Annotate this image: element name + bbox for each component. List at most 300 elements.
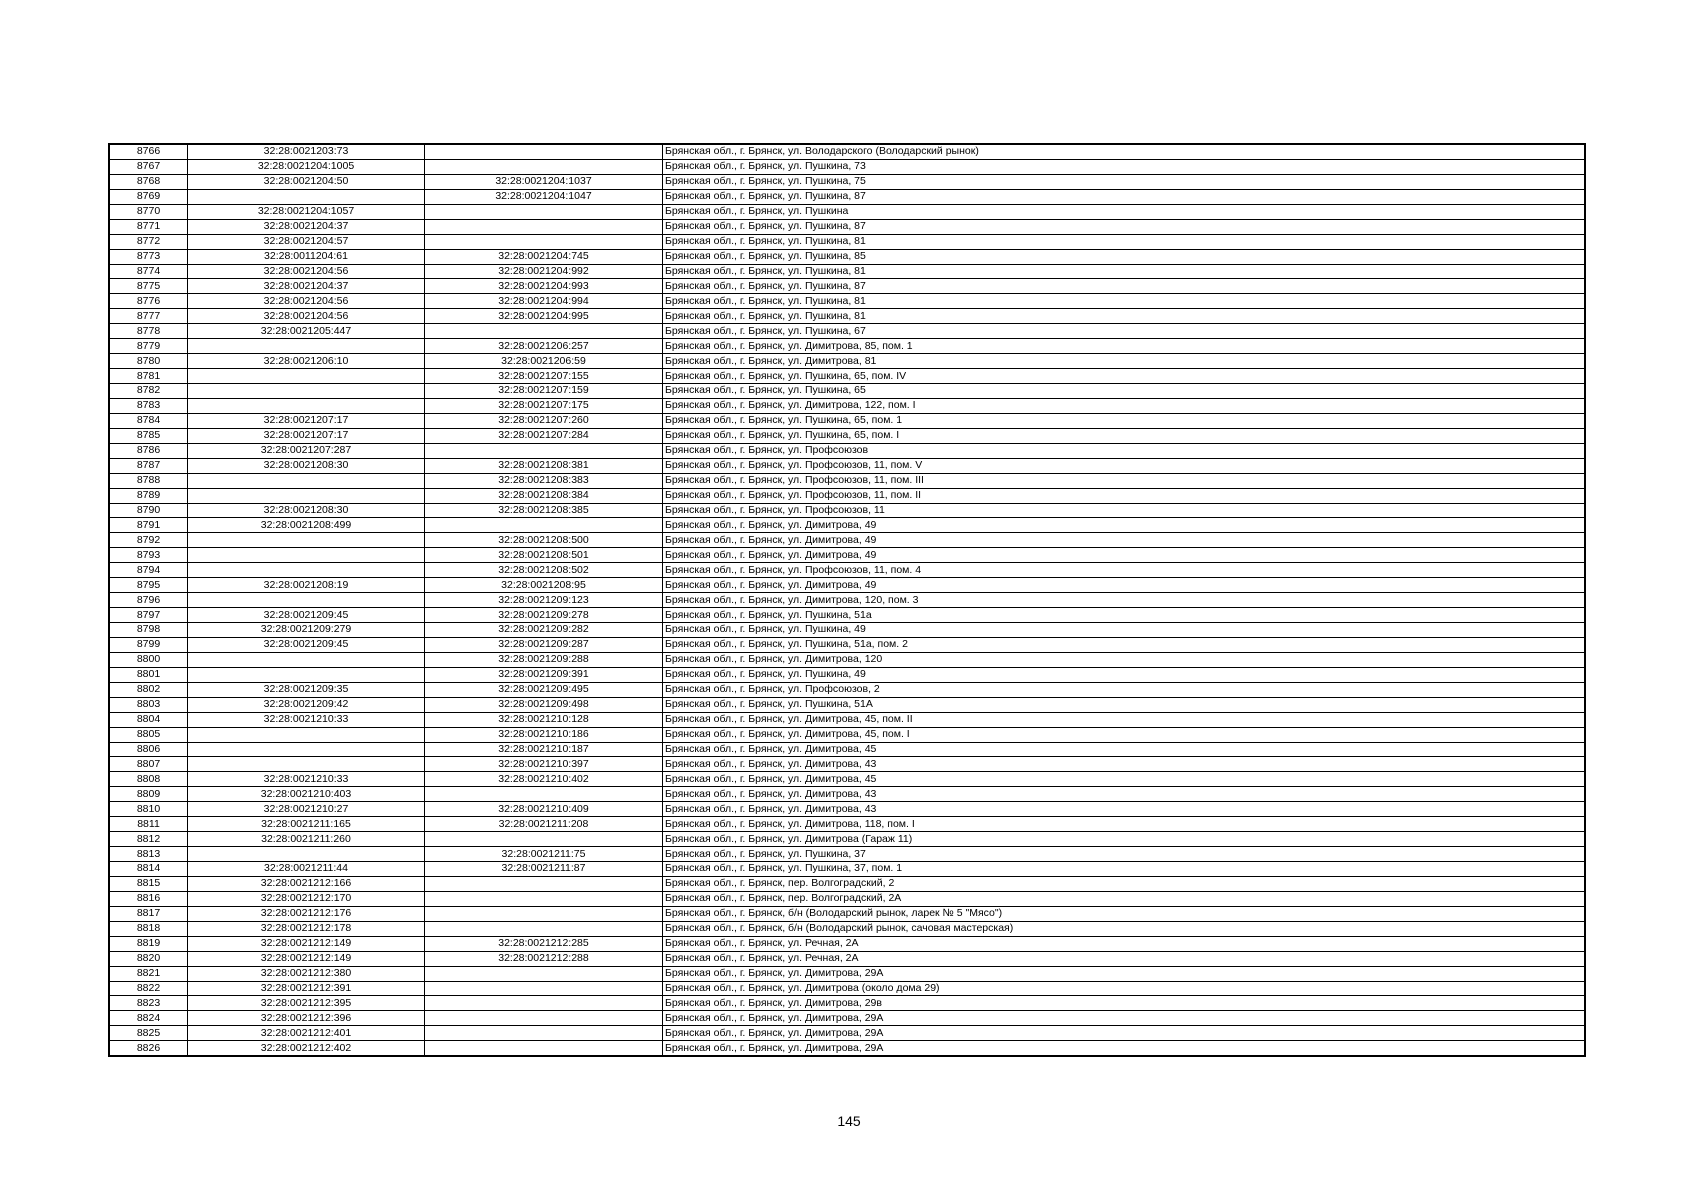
row-number-cell: 8804 (109, 712, 188, 727)
table-row (109, 981, 1585, 996)
table-row (109, 518, 1585, 533)
object-number-cell: 32:28:0021204:745 (425, 249, 663, 264)
row-number-cell: 8809 (109, 787, 188, 802)
table-row (109, 637, 1585, 652)
address-cell: Брянская обл., г. Брянск, ул. Димитрова, 49 (663, 533, 1586, 548)
address-cell: Брянская обл., г. Брянск, ул. Димитрова, 45 (663, 772, 1586, 787)
address-cell: Брянская обл., г. Брянск, ул. Профсоюзов, 11, пом. 4 (663, 563, 1586, 578)
table-row (109, 682, 1585, 697)
land-parcel-number-cell (188, 384, 425, 399)
object-number-cell (425, 1041, 663, 1056)
address-cell: Брянская обл., г. Брянск, ул. Димитрова, 85, пом. 1 (663, 339, 1586, 354)
object-number-cell: 32:28:0021209:282 (425, 623, 663, 638)
table-row (109, 847, 1585, 862)
table-row (109, 996, 1585, 1011)
object-number-cell: 32:28:0021207:260 (425, 413, 663, 428)
row-number-cell: 8775 (109, 279, 188, 294)
row-number-cell: 8769 (109, 189, 188, 204)
table-row (109, 428, 1585, 443)
object-number-cell: 32:28:0021207:159 (425, 384, 663, 399)
table-row (109, 488, 1585, 503)
land-parcel-number-cell: 32:28:0021212:149 (188, 951, 425, 966)
address-cell: Брянская обл., г. Брянск, ул. Димитрова, 45, пом. I (663, 727, 1586, 742)
land-parcel-number-cell (188, 757, 425, 772)
row-number-cell: 8825 (109, 1026, 188, 1041)
row-number-cell: 8772 (109, 234, 188, 249)
object-number-cell: 32:28:0021210:397 (425, 757, 663, 772)
table-row (109, 413, 1585, 428)
land-parcel-number-cell (188, 473, 425, 488)
land-parcel-number-cell (188, 727, 425, 742)
object-number-cell: 32:28:0021212:285 (425, 936, 663, 951)
land-parcel-number-cell (188, 488, 425, 503)
table-row (109, 757, 1585, 772)
object-number-cell (425, 787, 663, 802)
table-row (109, 503, 1585, 518)
row-number-cell: 8799 (109, 637, 188, 652)
land-parcel-number-cell: 32:28:0021212:395 (188, 996, 425, 1011)
row-number-cell: 8786 (109, 443, 188, 458)
row-number-cell: 8777 (109, 309, 188, 324)
table-row (109, 279, 1585, 294)
row-number-cell: 8782 (109, 384, 188, 399)
page-number: 145 (837, 1113, 861, 1129)
row-number-cell: 8818 (109, 921, 188, 936)
table-row (109, 623, 1585, 638)
land-parcel-number-cell: 32:28:0021204:1005 (188, 159, 425, 174)
object-number-cell (425, 1011, 663, 1026)
row-number-cell: 8796 (109, 593, 188, 608)
table-row (109, 1011, 1585, 1026)
table-row (109, 204, 1585, 219)
row-number-cell: 8783 (109, 398, 188, 413)
row-number-cell: 8811 (109, 817, 188, 832)
land-parcel-number-cell (188, 742, 425, 757)
land-parcel-number-cell: 32:28:0021208:30 (188, 458, 425, 473)
address-cell: Брянская обл., г. Брянск, ул. Димитрова, 29в (663, 996, 1586, 1011)
land-parcel-number-cell: 32:28:0021204:56 (188, 264, 425, 279)
row-number-cell: 8798 (109, 623, 188, 638)
address-cell: Брянская обл., г. Брянск, ул. Профсоюзов, 11, пом. II (663, 488, 1586, 503)
object-number-cell: 32:28:0021209:391 (425, 667, 663, 682)
object-number-cell: 32:28:0021210:187 (425, 742, 663, 757)
object-number-cell: 32:28:0021204:993 (425, 279, 663, 294)
land-parcel-number-cell (188, 369, 425, 384)
address-cell: Брянская обл., г. Брянск, ул. Пушкина, 51а (663, 608, 1586, 623)
object-number-cell: 32:28:0021208:501 (425, 548, 663, 563)
property-register-table (108, 143, 1586, 1057)
address-cell: Брянская обл., г. Брянск, ул. Пушкина, 81 (663, 309, 1586, 324)
table-row (109, 458, 1585, 473)
land-parcel-number-cell: 32:28:0021210:27 (188, 802, 425, 817)
address-cell: Брянская обл., г. Брянск, ул. Пушкина, 65, пом. I (663, 428, 1586, 443)
land-parcel-number-cell: 32:28:0021212:396 (188, 1011, 425, 1026)
row-number-cell: 8789 (109, 488, 188, 503)
row-number-cell: 8820 (109, 951, 188, 966)
object-number-cell: 32:28:0021209:278 (425, 608, 663, 623)
address-cell: Брянская обл., г. Брянск, б/н (Володарский рынок, ларек № 5 "Мясо") (663, 906, 1586, 921)
object-number-cell (425, 219, 663, 234)
address-cell: Брянская обл., г. Брянск, ул. Пушкина, 37 (663, 847, 1586, 862)
object-number-cell (425, 144, 663, 159)
object-number-cell: 32:28:0021208:500 (425, 533, 663, 548)
land-parcel-number-cell (188, 548, 425, 563)
land-parcel-number-cell: 32:28:0021212:166 (188, 876, 425, 891)
table-row (109, 324, 1585, 339)
object-number-cell (425, 832, 663, 847)
address-cell: Брянская обл., г. Брянск, пер. Волгоградский, 2 (663, 876, 1586, 891)
row-number-cell: 8790 (109, 503, 188, 518)
table-row (109, 384, 1585, 399)
address-cell: Брянская обл., г. Брянск, ул. Димитрова, 45, пом. II (663, 712, 1586, 727)
row-number-cell: 8787 (109, 458, 188, 473)
object-number-cell (425, 204, 663, 219)
table-row (109, 593, 1585, 608)
table-row (109, 936, 1585, 951)
row-number-cell: 8806 (109, 742, 188, 757)
table-row (109, 876, 1585, 891)
row-number-cell: 8813 (109, 847, 188, 862)
object-number-cell (425, 966, 663, 981)
row-number-cell: 8770 (109, 204, 188, 219)
table-row (109, 264, 1585, 279)
row-number-cell: 8812 (109, 832, 188, 847)
address-cell: Брянская обл., г. Брянск, ул. Пушкина, 51А (663, 697, 1586, 712)
row-number-cell: 8776 (109, 294, 188, 309)
address-cell: Брянская обл., г. Брянск, ул. Димитрова, 49 (663, 548, 1586, 563)
land-parcel-number-cell (188, 593, 425, 608)
address-cell: Брянская обл., г. Брянск, ул. Пушкина, 85 (663, 249, 1586, 264)
table-row (109, 697, 1585, 712)
land-parcel-number-cell: 32:28:0021212:402 (188, 1041, 425, 1056)
object-number-cell: 32:28:0021208:385 (425, 503, 663, 518)
table-row (109, 1041, 1585, 1056)
table-row (109, 219, 1585, 234)
address-cell: Брянская обл., г. Брянск, ул. Димитрова (Гараж 11) (663, 832, 1586, 847)
object-number-cell (425, 1026, 663, 1041)
row-number-cell: 8815 (109, 876, 188, 891)
table-row (109, 667, 1585, 682)
address-cell: Брянская обл., г. Брянск, ул. Профсоюзов, 2 (663, 682, 1586, 697)
land-parcel-number-cell (188, 533, 425, 548)
address-cell: Брянская обл., г. Брянск, ул. Димитрова, 118, пом. I (663, 817, 1586, 832)
land-parcel-number-cell: 32:28:0021208:19 (188, 578, 425, 593)
address-cell: Брянская обл., г. Брянск, ул. Профсоюзов, 11, пом. V (663, 458, 1586, 473)
address-cell: Брянская обл., г. Брянск, ул. Пушкина, 65 (663, 384, 1586, 399)
row-number-cell: 8774 (109, 264, 188, 279)
table-row (109, 906, 1585, 921)
land-parcel-number-cell: 32:28:0021204:37 (188, 279, 425, 294)
row-number-cell: 8826 (109, 1041, 188, 1056)
land-parcel-number-cell: 32:28:0021207:17 (188, 413, 425, 428)
land-parcel-number-cell: 32:28:0021204:57 (188, 234, 425, 249)
address-cell: Брянская обл., г. Брянск, ул. Пушкина, 49 (663, 623, 1586, 638)
address-cell: Брянская обл., г. Брянск, ул. Пушкина, 87 (663, 189, 1586, 204)
address-cell: Брянская обл., г. Брянск, ул. Пушкина, 65, пом. 1 (663, 413, 1586, 428)
address-cell: Брянская обл., г. Брянск, ул. Профсоюзов, 11 (663, 503, 1586, 518)
land-parcel-number-cell: 32:28:0021209:35 (188, 682, 425, 697)
land-parcel-number-cell: 32:28:0021210:33 (188, 712, 425, 727)
land-parcel-number-cell (188, 339, 425, 354)
table-row (109, 533, 1585, 548)
object-number-cell (425, 996, 663, 1011)
address-cell: Брянская обл., г. Брянск, ул. Профсоюзов (663, 443, 1586, 458)
address-cell: Брянская обл., г. Брянск, пер. Волгоградский, 2А (663, 891, 1586, 906)
address-cell: Брянская обл., г. Брянск, ул. Пушкина, 75 (663, 174, 1586, 189)
land-parcel-number-cell: 32:28:0021204:56 (188, 294, 425, 309)
land-parcel-number-cell: 32:28:0021205:447 (188, 324, 425, 339)
land-parcel-number-cell: 32:28:0021212:380 (188, 966, 425, 981)
address-cell: Брянская обл., г. Брянск, ул. Пушкина (663, 204, 1586, 219)
address-cell: Брянская обл., г. Брянск, ул. Речная, 2А (663, 951, 1586, 966)
address-cell: Брянская обл., г. Брянск, ул. Пушкина, 51а, пом. 2 (663, 637, 1586, 652)
land-parcel-number-cell: 32:28:0021204:1057 (188, 204, 425, 219)
land-parcel-number-cell: 32:28:0021204:37 (188, 219, 425, 234)
row-number-cell: 8784 (109, 413, 188, 428)
table-row (109, 249, 1585, 264)
table-row (109, 787, 1585, 802)
row-number-cell: 8785 (109, 428, 188, 443)
row-number-cell: 8823 (109, 996, 188, 1011)
table-row (109, 712, 1585, 727)
land-parcel-number-cell (188, 667, 425, 682)
register-table-body (109, 144, 1585, 1056)
address-cell: Брянская обл., г. Брянск, ул. Пушкина, 87 (663, 279, 1586, 294)
object-number-cell: 32:28:0021212:288 (425, 951, 663, 966)
table-row (109, 608, 1585, 623)
land-parcel-number-cell: 32:28:0021211:260 (188, 832, 425, 847)
address-cell: Брянская обл., г. Брянск, ул. Димитрова, 49 (663, 518, 1586, 533)
object-number-cell (425, 518, 663, 533)
row-number-cell: 8771 (109, 219, 188, 234)
table-row (109, 309, 1585, 324)
address-cell: Брянская обл., г. Брянск, ул. Профсоюзов, 11, пом. III (663, 473, 1586, 488)
table-row (109, 802, 1585, 817)
address-cell: Брянская обл., г. Брянск, ул. Пушкина, 81 (663, 294, 1586, 309)
object-number-cell: 32:28:0021210:128 (425, 712, 663, 727)
row-number-cell: 8824 (109, 1011, 188, 1026)
address-cell: Брянская обл., г. Брянск, ул. Пушкина, 81 (663, 234, 1586, 249)
row-number-cell: 8819 (109, 936, 188, 951)
object-number-cell (425, 324, 663, 339)
object-number-cell: 32:28:0021209:123 (425, 593, 663, 608)
address-cell: Брянская обл., г. Брянск, ул. Димитрова, 29А (663, 1026, 1586, 1041)
object-number-cell: 32:28:0021204:994 (425, 294, 663, 309)
land-parcel-number-cell: 32:28:0011204:61 (188, 249, 425, 264)
table-row (109, 189, 1585, 204)
row-number-cell: 8778 (109, 324, 188, 339)
land-parcel-number-cell: 32:28:0021208:499 (188, 518, 425, 533)
land-parcel-number-cell: 32:28:0021207:17 (188, 428, 425, 443)
land-parcel-number-cell: 32:28:0021210:33 (188, 772, 425, 787)
object-number-cell: 32:28:0021210:402 (425, 772, 663, 787)
row-number-cell: 8779 (109, 339, 188, 354)
row-number-cell: 8814 (109, 862, 188, 877)
address-cell: Брянская обл., г. Брянск, ул. Димитрова, 43 (663, 757, 1586, 772)
object-number-cell: 32:28:0021204:995 (425, 309, 663, 324)
address-cell: Брянская обл., г. Брянск, ул. Пушкина, 49 (663, 667, 1586, 682)
table-row (109, 891, 1585, 906)
table-row (109, 339, 1585, 354)
table-row (109, 563, 1585, 578)
row-number-cell: 8797 (109, 608, 188, 623)
object-number-cell: 32:28:0021209:287 (425, 637, 663, 652)
address-cell: Брянская обл., г. Брянск, ул. Пушкина, 87 (663, 219, 1586, 234)
land-parcel-number-cell: 32:28:0021212:401 (188, 1026, 425, 1041)
object-number-cell: 32:28:0021208:381 (425, 458, 663, 473)
address-cell: Брянская обл., г. Брянск, ул. Пушкина, 81 (663, 264, 1586, 279)
land-parcel-number-cell: 32:28:0021207:287 (188, 443, 425, 458)
row-number-cell: 8805 (109, 727, 188, 742)
table-row (109, 144, 1585, 159)
object-number-cell: 32:28:0021207:284 (425, 428, 663, 443)
row-number-cell: 8767 (109, 159, 188, 174)
address-cell: Брянская обл., г. Брянск, ул. Димитрова, 49 (663, 578, 1586, 593)
address-cell: Брянская обл., г. Брянск, ул. Димитрова, 29А (663, 1011, 1586, 1026)
object-number-cell: 32:28:0021210:409 (425, 802, 663, 817)
object-number-cell: 32:28:0021204:1047 (425, 189, 663, 204)
table-row (109, 174, 1585, 189)
row-number-cell: 8816 (109, 891, 188, 906)
land-parcel-number-cell (188, 398, 425, 413)
row-number-cell: 8792 (109, 533, 188, 548)
land-parcel-number-cell: 32:28:0021204:56 (188, 309, 425, 324)
object-number-cell: 32:28:0021204:992 (425, 264, 663, 279)
address-cell: Брянская обл., г. Брянск, ул. Димитрова, 29А (663, 1041, 1586, 1056)
land-parcel-number-cell: 32:28:0021204:50 (188, 174, 425, 189)
land-parcel-number-cell (188, 189, 425, 204)
land-parcel-number-cell: 32:28:0021212:176 (188, 906, 425, 921)
address-cell: Брянская обл., г. Брянск, ул. Димитрова, 122, пом. I (663, 398, 1586, 413)
table-row (109, 862, 1585, 877)
row-number-cell: 8800 (109, 652, 188, 667)
object-number-cell (425, 981, 663, 996)
address-cell: Брянская обл., г. Брянск, ул. Володарского (Володарский рынок) (663, 144, 1586, 159)
table-row (109, 159, 1585, 174)
object-number-cell: 32:28:0021208:95 (425, 578, 663, 593)
table-row (109, 921, 1585, 936)
land-parcel-number-cell: 32:28:0021206:10 (188, 354, 425, 369)
table-row (109, 398, 1585, 413)
object-number-cell: 32:28:0021208:502 (425, 563, 663, 578)
land-parcel-number-cell: 32:28:0021208:30 (188, 503, 425, 518)
object-number-cell: 32:28:0021211:75 (425, 847, 663, 862)
object-number-cell: 32:28:0021206:59 (425, 354, 663, 369)
land-parcel-number-cell: 32:28:0021209:45 (188, 637, 425, 652)
land-parcel-number-cell: 32:28:0021209:279 (188, 623, 425, 638)
object-number-cell: 32:28:0021211:208 (425, 817, 663, 832)
table-row (109, 951, 1585, 966)
object-number-cell: 32:28:0021206:257 (425, 339, 663, 354)
table-row (109, 578, 1585, 593)
land-parcel-number-cell: 32:28:0021212:178 (188, 921, 425, 936)
land-parcel-number-cell: 32:28:0021209:42 (188, 697, 425, 712)
address-cell: Брянская обл., г. Брянск, ул. Пушкина, 67 (663, 324, 1586, 339)
table-row (109, 473, 1585, 488)
table-row (109, 443, 1585, 458)
object-number-cell: 32:28:0021211:87 (425, 862, 663, 877)
land-parcel-number-cell: 32:28:0021212:149 (188, 936, 425, 951)
address-cell: Брянская обл., г. Брянск, ул. Пушкина, 37, пом. 1 (663, 862, 1586, 877)
land-parcel-number-cell: 32:28:0021212:391 (188, 981, 425, 996)
table-row (109, 832, 1585, 847)
address-cell: Брянская обл., г. Брянск, ул. Димитрова, 120, пом. 3 (663, 593, 1586, 608)
table-row (109, 772, 1585, 787)
row-number-cell: 8808 (109, 772, 188, 787)
object-number-cell: 32:28:0021204:1037 (425, 174, 663, 189)
address-cell: Брянская обл., г. Брянск, ул. Пушкина, 65, пом. IV (663, 369, 1586, 384)
table-row (109, 727, 1585, 742)
object-number-cell: 32:28:0021209:288 (425, 652, 663, 667)
row-number-cell: 8788 (109, 473, 188, 488)
land-parcel-number-cell (188, 847, 425, 862)
object-number-cell (425, 234, 663, 249)
object-number-cell: 32:28:0021209:495 (425, 682, 663, 697)
row-number-cell: 8780 (109, 354, 188, 369)
land-parcel-number-cell: 32:28:0021212:170 (188, 891, 425, 906)
row-number-cell: 8802 (109, 682, 188, 697)
table-row (109, 817, 1585, 832)
object-number-cell (425, 443, 663, 458)
row-number-cell: 8795 (109, 578, 188, 593)
row-number-cell: 8810 (109, 802, 188, 817)
row-number-cell: 8781 (109, 369, 188, 384)
row-number-cell: 8768 (109, 174, 188, 189)
row-number-cell: 8821 (109, 966, 188, 981)
table-row (109, 742, 1585, 757)
row-number-cell: 8773 (109, 249, 188, 264)
table-row (109, 234, 1585, 249)
row-number-cell: 8807 (109, 757, 188, 772)
object-number-cell: 32:28:0021207:175 (425, 398, 663, 413)
land-parcel-number-cell: 32:28:0021211:165 (188, 817, 425, 832)
object-number-cell (425, 921, 663, 936)
land-parcel-number-cell: 32:28:0021209:45 (188, 608, 425, 623)
address-cell: Брянская обл., г. Брянск, ул. Пушкина, 73 (663, 159, 1586, 174)
address-cell: Брянская обл., г. Брянск, ул. Димитрова, 43 (663, 787, 1586, 802)
row-number-cell: 8766 (109, 144, 188, 159)
table-row (109, 369, 1585, 384)
table-row (109, 354, 1585, 369)
row-number-cell: 8801 (109, 667, 188, 682)
row-number-cell: 8791 (109, 518, 188, 533)
table-row (109, 652, 1585, 667)
address-cell: Брянская обл., г. Брянск, б/н (Володарский рынок, сачовая мастерская) (663, 921, 1586, 936)
land-parcel-number-cell (188, 563, 425, 578)
address-cell: Брянская обл., г. Брянск, ул. Димитрова, 120 (663, 652, 1586, 667)
row-number-cell: 8817 (109, 906, 188, 921)
row-number-cell: 8803 (109, 697, 188, 712)
row-number-cell: 8793 (109, 548, 188, 563)
table-row (109, 1026, 1585, 1041)
address-cell: Брянская обл., г. Брянск, ул. Димитрова, 43 (663, 802, 1586, 817)
object-number-cell (425, 159, 663, 174)
address-cell: Брянская обл., г. Брянск, ул. Димитрова, 29А (663, 966, 1586, 981)
address-cell: Брянская обл., г. Брянск, ул. Димитрова, 81 (663, 354, 1586, 369)
object-number-cell: 32:28:0021208:383 (425, 473, 663, 488)
row-number-cell: 8822 (109, 981, 188, 996)
object-number-cell: 32:28:0021210:186 (425, 727, 663, 742)
address-cell: Брянская обл., г. Брянск, ул. Димитрова, 45 (663, 742, 1586, 757)
row-number-cell: 8794 (109, 563, 188, 578)
object-number-cell (425, 876, 663, 891)
object-number-cell (425, 891, 663, 906)
land-parcel-number-cell: 32:28:0021210:403 (188, 787, 425, 802)
table-row (109, 294, 1585, 309)
table-row (109, 966, 1585, 981)
object-number-cell: 32:28:0021208:384 (425, 488, 663, 503)
object-number-cell (425, 906, 663, 921)
